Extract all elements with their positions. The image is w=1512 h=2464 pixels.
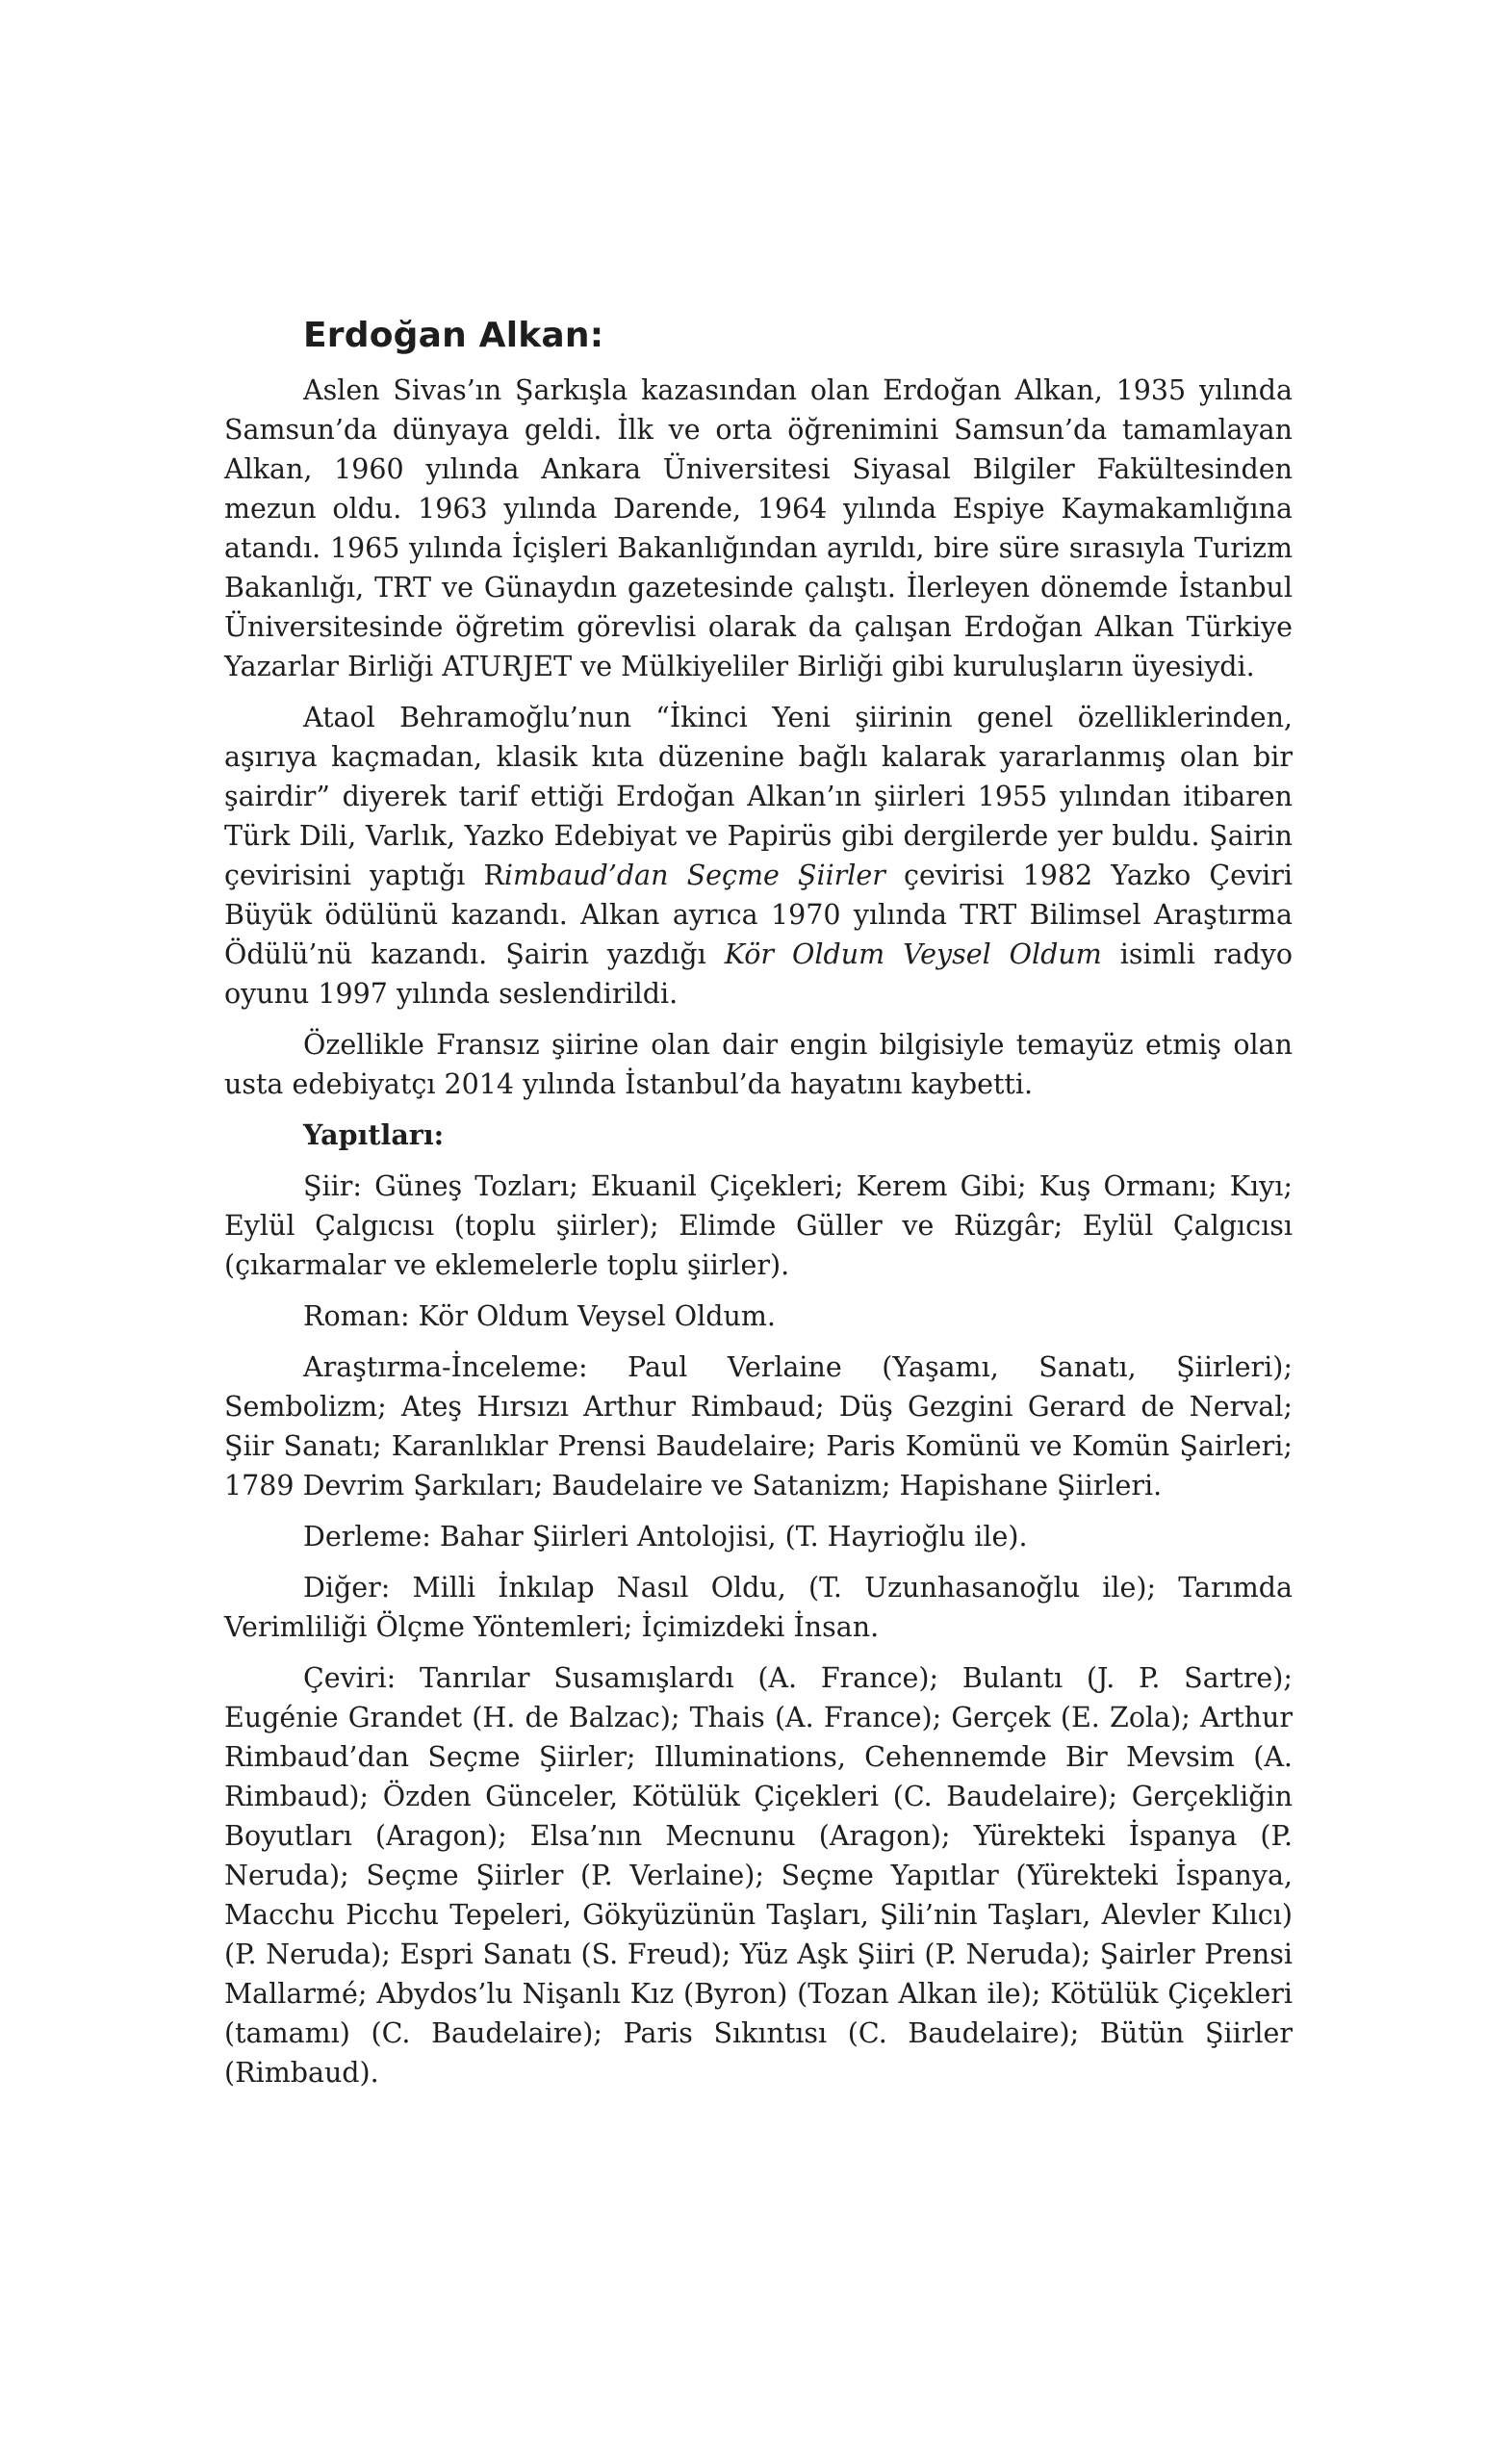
works-compilation: Derleme: Bahar Şiirleri Antolojisi, (T. Hayrioğlu ile). (303, 1521, 1028, 1553)
biography-paragraph-2-text-a: Ataol Behramoğlu’nun “İkinci Yeni şiirinin genel özelliklerinden, aşırıya kaçmadan, klasik kıta düzenine bağlı kalarak yararlanmış olan bir şairdir” diyerek tarif ettiği Erdoğan Alkan’ın şiirleri 1955 yılından itibaren Türk Dili, Varlık, Yazko Edebiyat ve Papirüs gibi dergilerde yer buldu. Şairin çevirisini yaptığı R (224, 702, 1293, 891)
book-title-rimbaud: imbaud’dan Seçme Şiirler (503, 860, 885, 891)
works-poetry: Şiir: Güneş Tozları; Ekuanil Çiçekleri; Kerem Gibi; Kuş Ormanı; Kıyı; Eylül Çalgıcısı (toplu şiirler); Elimde Güller ve Rüzgâr; Eylül Çalgıcısı (çıkarmalar ve eklemelerle toplu şiirler). (224, 1170, 1293, 1281)
biography-paragraph-2 (224, 698, 1293, 1014)
biography-paragraph-3: Özellikle Fransız şiirine olan dair engin bilgisiyle temayüz etmiş olan usta edebiyatçı 2014 yılında İstanbul’da hayatını kaybetti. (224, 1029, 1293, 1100)
page-title: Erdoğan Alkan: (303, 316, 604, 355)
biography-paragraph-2-text-b: çevirisi 1982 Yazko Çeviri Büyük ödülünü kazandı. Alkan ayrıca 1970 yılında TRT Bilimsel Araştırma Ödülü’nü kazandı. Şairin yazdığı (224, 860, 1293, 970)
works-translation: Çeviri: Tanrılar Susamışlardı (A. France); Bulantı (J. P. Sartre); Eugénie Grandet (H. de Balzac); Thais (A. France); Gerçek (E. Zola); Arthur Rimbaud’dan Seçme Şiirler; Illuminations, Cehennemde Bir Mevsim (A. Rimbaud); Özden Günceler, Kötülük Çiçekleri (C. Baudelaire); Gerçekliğin Boyutları (Aragon); Elsa’nın Mecnunu (Aragon); Yürekteki İspanya (P. Neruda); Seçme Şiirler (P. Verlaine); Seçme Yapıtlar (Yürekteki İspanya, Macchu Picchu Tepeleri, Gökyüzünün Taşları, Şili’nin Taşları, Alevler Kılıcı) (P. Neruda); Espri Sanatı (S. Freud); Yüz Aşk Şiiri (P. Neruda); Şairler Prensi Mallarmé; Abydos’lu Nişanlı Kız (Byron) (Tozan Alkan ile); Kötülük Çiçekleri (tamamı) (C. Baudelaire); Paris Sıkıntısı (C. Baudelaire); Bütün Şiirler (Rimbaud). (224, 1662, 1293, 2089)
radio-play-title: Kör Oldum Veysel Oldum (724, 938, 1102, 970)
biography-paragraph-2-text-c: isimli radyo oyunu 1997 yılında seslendirildi. (224, 938, 1293, 1010)
works-heading: Yapıtları: (303, 1118, 445, 1151)
works-novel: Roman: Kör Oldum Veysel Oldum. (303, 1300, 776, 1332)
biography-paragraph-1: Aslen Sivas’ın Şarkışla kazasından olan Erdoğan Alkan, 1935 yılında Samsun’da dünyaya geldi. İlk ve orta öğrenimini Samsun’da tamamlayan Alkan, 1960 yılında Ankara Üniversitesi Siyasal Bilgiler Fakültesinden mezun oldu. 1963 yılında Darende, 1964 yılında Espiye Kaymakamlığına atandı. 1965 yılında İçişleri Bakanlığından ayrıldı, bire süre sırasıyla Turizm Bakanlığı, TRT ve Günaydın gazetesinde çalıştı. İlerleyen dönemde İstanbul Üniversitesinde öğretim görevlisi olarak da çalışan Erdoğan Alkan Türkiye Yazarlar Birliği ATURJET ve Mülkiyeliler Birliği gibi kuruluşların üyesiydi. (224, 374, 1293, 682)
works-research: Araştırma-İnceleme: Paul Verlaine (Yaşamı, Sanatı, Şiirleri); Sembolizm; Ateş Hırsızı Arthur Rimbaud; Düş Gezgini Gerard de Nerval; Şiir Sanatı; Karanlıklar Prensi Baudelaire; Paris Komünü ve Komün Şairleri; 1789 Devrim Şarkıları; Baudelaire ve Satanizm; Hapishane Şiirleri. (224, 1351, 1293, 1502)
works-other: Diğer: Milli İnkılap Nasıl Oldu, (T. Uzunhasanoğlu ile); Tarımda Verimliliği Ölçme Yöntemleri; İçimizdeki İnsan. (224, 1572, 1293, 1643)
page-content (224, 313, 1293, 2104)
